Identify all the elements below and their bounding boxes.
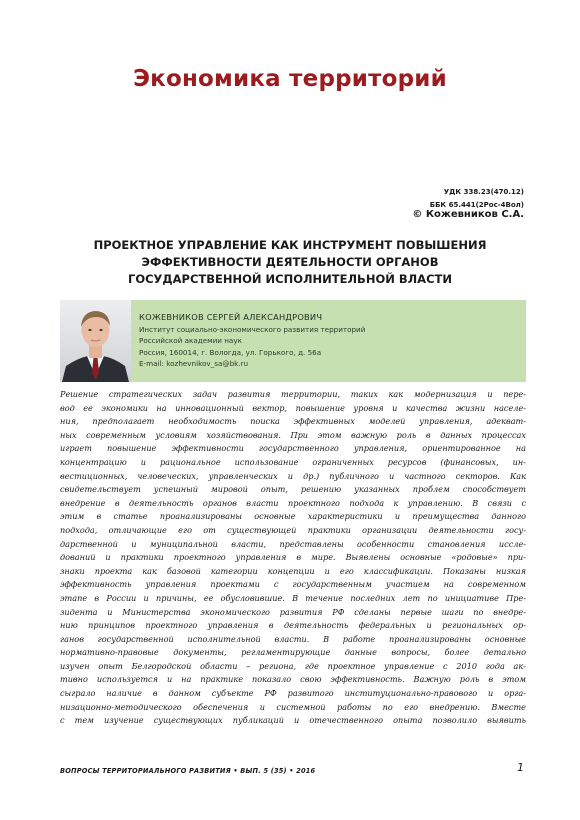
abstract-line: свидетельствует успешный мировой опыт, решению указанных проблем способствует bbox=[60, 484, 526, 495]
abstract-line: подхода, отличающие его от существующей практики организации деятельности госу- bbox=[60, 524, 526, 535]
abstract-line: дований и практики проектного управления в мире. Выявлены основные «родовые» при- bbox=[60, 552, 526, 563]
udk-code: УДК 338.23(470.12) bbox=[443, 188, 524, 196]
article-title-line: ГОСУДАРСТВЕННОЙ ИСПОЛНИТЕЛЬНОЙ ВЛАСТИ bbox=[128, 272, 452, 286]
abstract-line: низационно-методического обеспечения и системной работы по его внедрению. Вместе bbox=[60, 701, 526, 712]
article-title bbox=[60, 237, 520, 288]
abstract-line: нормативно-правовые документы, регламентирующие данные вопросы, более детально bbox=[60, 647, 526, 658]
author-details bbox=[139, 312, 365, 370]
author-address: Россия, 160014, г. Вологда, ул. Горького, д. 56а bbox=[139, 347, 322, 357]
copyright-notice: © Кожевников С.А. bbox=[412, 209, 524, 220]
abstract-line: зидента и Министерства экономического развития РФ сделаны первые шаги по внедре- bbox=[60, 606, 526, 617]
section-title: Экономика территорий bbox=[133, 66, 447, 92]
abstract-line: дарственной и муниципальной власти, представлены особенности становления иссле- bbox=[60, 538, 526, 549]
bbk-code: ББК 65.441(2Рос-4Вол) bbox=[429, 201, 524, 209]
author-info-box bbox=[60, 300, 526, 382]
abstract-line: эффективность управления проектами с государственным участием на современном bbox=[60, 579, 526, 590]
abstract-line: этапе в России и причины, ее обусловившие. В течение последних лет по инициативе Пре- bbox=[60, 592, 526, 603]
abstract-line: концентрацию и рациональное использование ограниченных ресурсов (финансовых, ин- bbox=[60, 456, 526, 467]
abstract-line: вестиционных, человеческих, управленческих и др.) публичного и частного секторов. Как bbox=[60, 470, 526, 481]
abstract-line: с тем изучение существующих публикаций и отечественного опыта позволило выявить bbox=[60, 715, 526, 726]
abstract-line: Решение стратегических задач развития территории, таких как модернизация и пере- bbox=[60, 389, 526, 399]
author-name: КОЖЕВНИКОВ СЕРГЕЙ АЛЕКСАНДРОВИЧ bbox=[139, 312, 323, 322]
author-photo bbox=[60, 300, 131, 382]
abstract-line: вод ее экономики на инновационный вектор, повышение уровня и качества жизни населе- bbox=[60, 402, 526, 413]
page-number: 1 bbox=[517, 761, 524, 774]
abstract-line: изучен опыт Белгородской области – региона, где проектное управление с 2010 года ак- bbox=[60, 660, 526, 671]
abstract-line: нию принципов проектного управления в деятельность федеральных и региональных ор- bbox=[60, 620, 526, 631]
abstract bbox=[60, 388, 526, 728]
author-portrait-icon bbox=[60, 300, 131, 382]
author-email: E-mail: kozhevnikov_sa@bk.ru bbox=[139, 359, 249, 368]
author-affiliation: Российской академии наук bbox=[139, 336, 242, 345]
abstract-line: ных современным условиям хозяйствования. При этом важную роль в данных процессах bbox=[60, 429, 526, 440]
article-title-line: ПРОЕКТНОЕ УПРАВЛЕНИЕ КАК ИНСТРУМЕНТ ПОВЫШЕНИЯ bbox=[93, 238, 487, 252]
abstract-line: играет повышение эффективности государственного управления, ориентированное на bbox=[60, 443, 526, 454]
abstract-line: тивно используется и на практике показало свою эффективность. Важную роль в этом bbox=[60, 674, 526, 685]
abstract-line: ния, предполагает необходимость поиска эффективных моделей управления, адекват- bbox=[60, 416, 526, 427]
journal-footer: ВОПРОСЫ ТЕРРИТОРИАЛЬНОГО РАЗВИТИЯ • ВЫП. 5 (35) • 2016 bbox=[60, 767, 316, 775]
abstract-line: сыграло наличие в данном субъекте РФ развитого институционально-правового и орга- bbox=[60, 688, 526, 699]
abstract-line: знаки проекта как базовой категории концепции и его классификации. Показаны низкая bbox=[60, 565, 526, 576]
abstract-line: внедрение в деятельность органов власти проектного подхода к управлению. В связи с bbox=[60, 497, 526, 508]
author-affiliation: Институт социально-экономического развития территорий bbox=[139, 324, 366, 334]
abstract-line: ганов государственной исполнительной власти. В работе проанализированы основные bbox=[60, 633, 526, 644]
article-title-line: ЭФФЕКТИВНОСТИ ДЕЯТЕЛЬНОСТИ ОРГАНОВ bbox=[141, 255, 439, 269]
abstract-line: этим в статье проанализированы основные характеристики и преимущества данного bbox=[60, 511, 526, 522]
